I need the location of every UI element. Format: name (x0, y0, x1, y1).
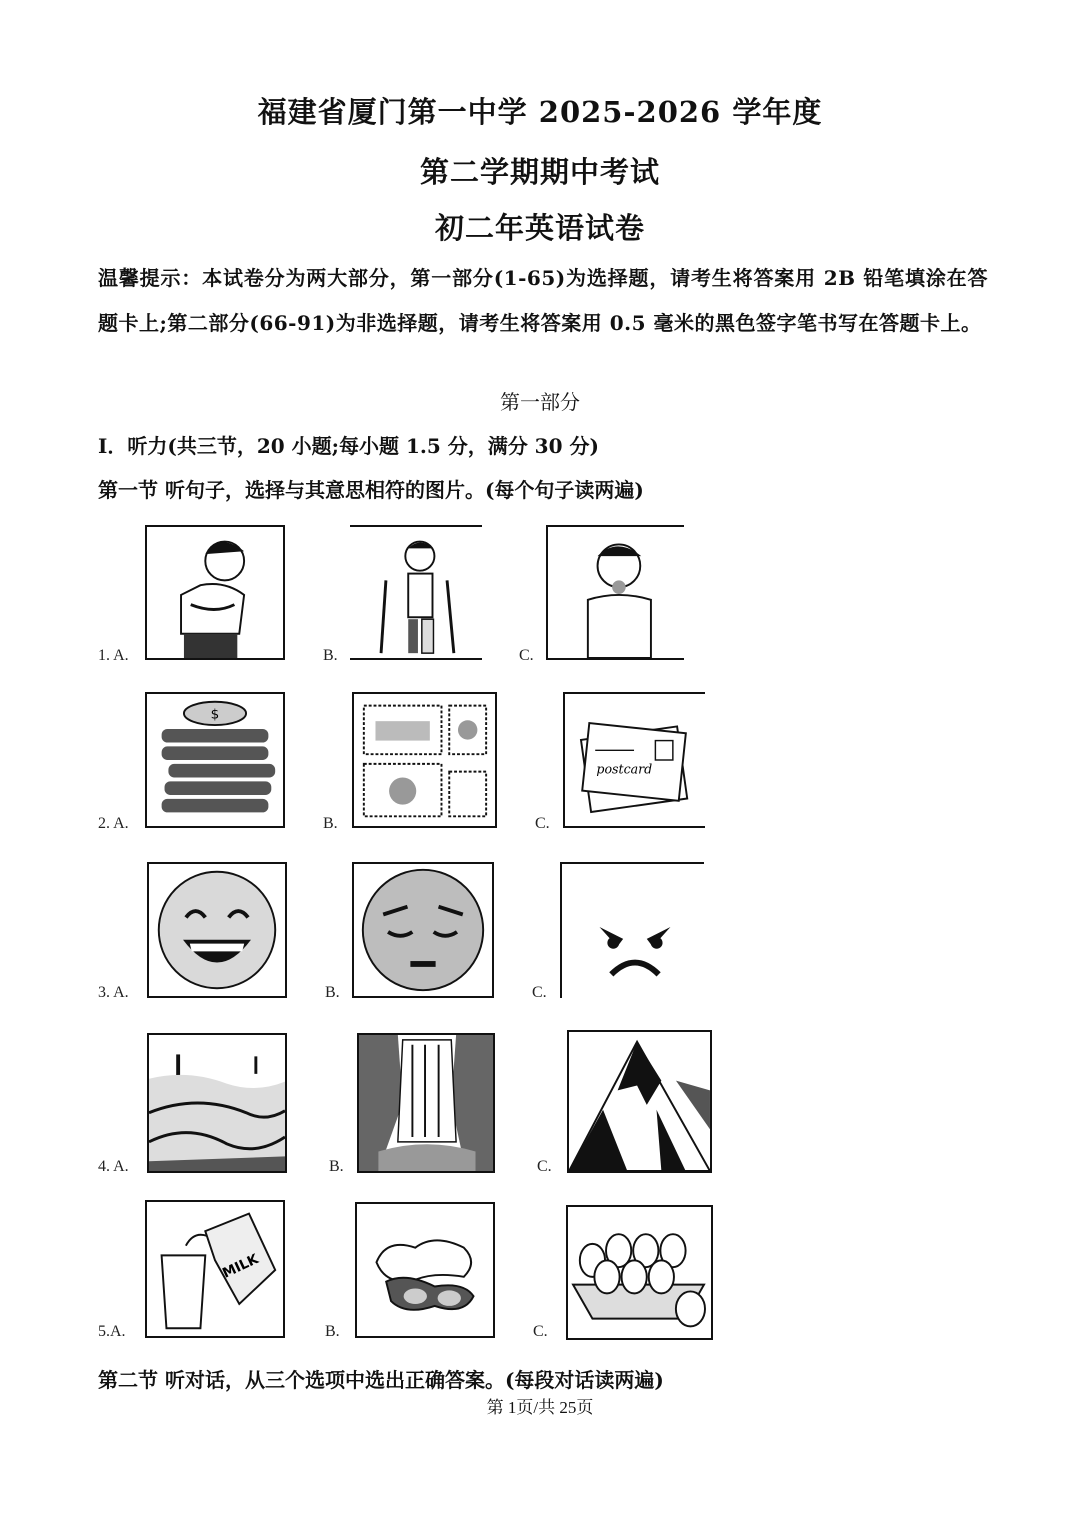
exam-title-subject: 初二年英语试卷 (434, 211, 645, 245)
q3-a-label: 3. A. (98, 984, 129, 1001)
exam-title-school: 福建省厦门第一中学 2025-2026 学年度 (257, 95, 823, 129)
listening-title: I．听力(共三节，20 小题;每小题 1.5 分，满分 30 分) (98, 434, 599, 458)
q4-c-label: C. (537, 1158, 552, 1175)
happy-face-icon (147, 862, 287, 998)
desert-icon (147, 1033, 287, 1173)
q1-c-label: C. (519, 647, 534, 664)
q5-c-label: C. (533, 1323, 548, 1340)
section-one-instruction: 第一节 听句子，选择与其意思相符的图片。(每个句子读两遍) (98, 478, 644, 502)
stamps-icon (352, 692, 497, 828)
q2-c-label: C. (535, 815, 550, 832)
q3-c-label: C. (532, 984, 547, 1001)
q5-b-label: B. (325, 1323, 340, 1340)
milk-icon (145, 1200, 285, 1338)
peanut-icon (355, 1202, 495, 1338)
exam-notice: 温馨提示：本试卷分为两大部分，第一部分(1-65)为选择题，请考生将答案用 2B 铅笔填涂在答题卡上;第二部分(66-91)为非选择题，请考生将答案用 0.5 毫米的黑色签字笔书写在答题卡上。 (98, 266, 988, 335)
cough-icon (546, 525, 684, 660)
angry-face-icon (560, 862, 704, 998)
milk-carton-text: MILK (220, 1251, 261, 1282)
q4-a-label: 4. A. (98, 1158, 129, 1175)
part-one-heading: 第一部分 (500, 390, 580, 414)
mountain-icon (567, 1030, 712, 1173)
q4-b-label: B. (329, 1158, 344, 1175)
coins-icon (145, 692, 285, 828)
stomachache-icon (145, 525, 285, 660)
eggs-icon (566, 1205, 713, 1340)
exam-title-term: 第二学期期中考试 (419, 155, 660, 189)
page-footer: 第 1页/共 25页 (486, 1398, 594, 1417)
sad-face-icon (352, 862, 494, 998)
q2-b-label: B. (323, 815, 338, 832)
q1-b-label: B. (323, 647, 338, 664)
q5-a-label: 5.A. (98, 1323, 126, 1340)
svg-text:$: $ (210, 706, 220, 723)
q3-b-label: B. (325, 984, 340, 1001)
crutches-icon (350, 525, 482, 660)
postcard-text: postcard (596, 761, 653, 777)
q1-a-label: 1. A. (98, 647, 129, 664)
q2-a-label: 2. A. (98, 815, 129, 832)
postcard-icon (563, 692, 705, 828)
waterfall-icon (357, 1033, 495, 1173)
section-two-instruction: 第二节 听对话，从三个选项中选出正确答案。(每段对话读两遍) (98, 1368, 664, 1392)
